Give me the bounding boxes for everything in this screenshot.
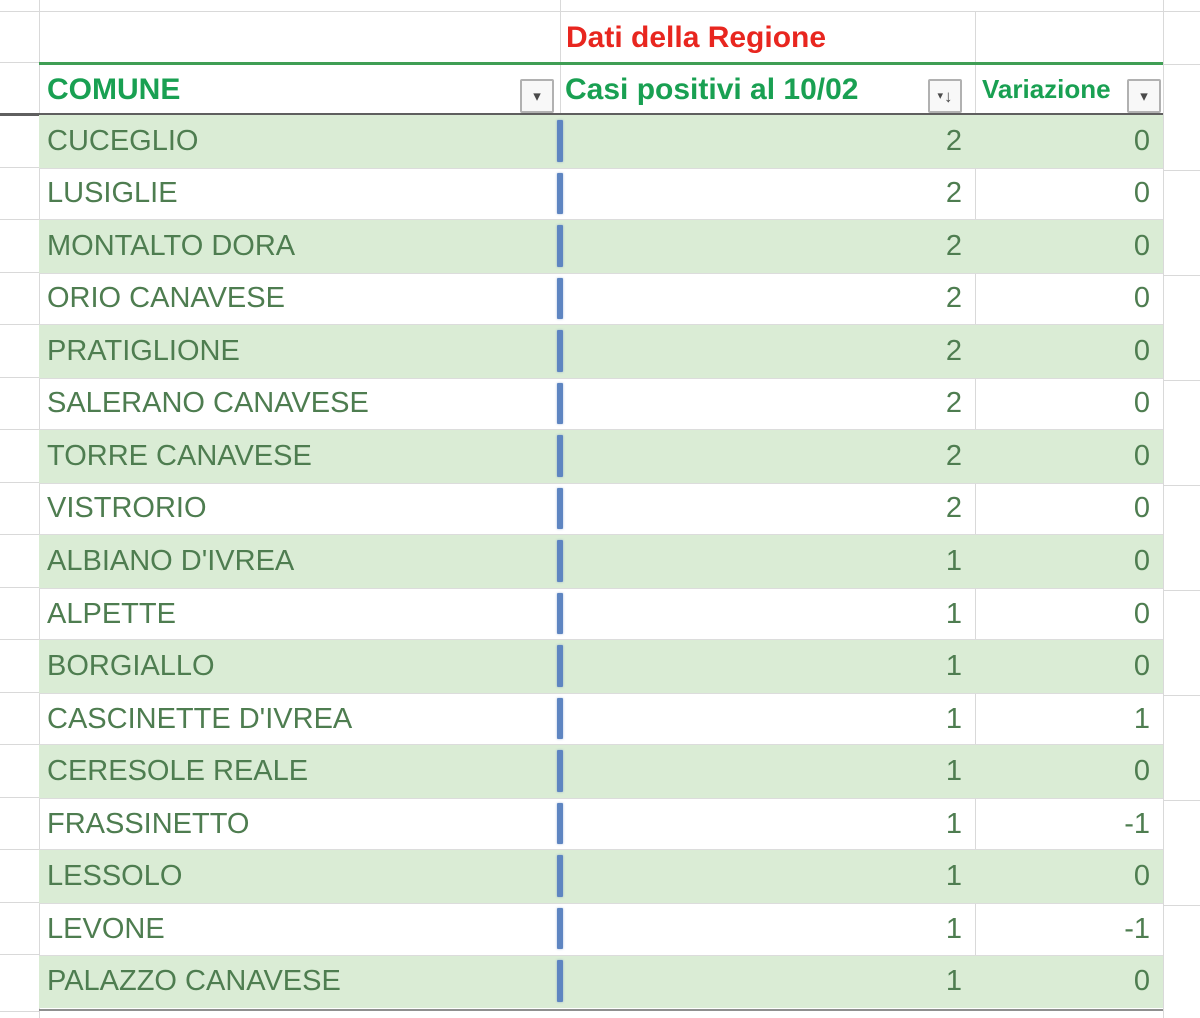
gridline <box>0 482 39 483</box>
cell-variazione[interactable]: -1 <box>1124 807 1150 840</box>
cell-comune[interactable]: LUSIGLIE <box>47 177 178 210</box>
casi-sort-filter-button[interactable] <box>928 79 962 113</box>
cell-comune[interactable]: FRASSINETTO <box>47 807 250 840</box>
gridline <box>0 324 39 325</box>
cell-comune[interactable]: ALBIANO D'IVREA <box>47 545 295 578</box>
header-casi-positivi-label: Casi positivi al 10/02 <box>565 73 859 106</box>
dropdown-arrow-icon: ▾ <box>937 89 944 102</box>
cell-variazione[interactable]: 0 <box>1133 650 1150 683</box>
page-break-dash <box>557 120 563 162</box>
cell-variazione[interactable]: 0 <box>1133 229 1150 262</box>
cell-variazione[interactable]: 0 <box>1133 282 1150 315</box>
cell-comune[interactable]: CASCINETTE D'IVREA <box>47 702 353 735</box>
cell-casi-positivi[interactable]: 2 <box>945 177 962 210</box>
table-row <box>39 693 1163 746</box>
page-break-dash <box>557 803 563 845</box>
cell-comune[interactable]: LESSOLO <box>47 860 183 893</box>
cell-casi-positivi[interactable]: 2 <box>945 334 962 367</box>
cell-casi-positivi[interactable]: 2 <box>945 492 962 525</box>
gridline <box>1163 485 1200 486</box>
gridline <box>0 692 39 693</box>
region-title-cell[interactable] <box>560 11 975 62</box>
page-break-dash <box>557 593 563 635</box>
cell-variazione[interactable]: 0 <box>1133 545 1150 578</box>
page-break-dash <box>557 278 563 320</box>
table-row <box>39 903 1163 956</box>
cell-casi-positivi[interactable]: 2 <box>945 387 962 420</box>
page-break-dash <box>557 908 563 950</box>
gridline <box>0 219 39 220</box>
gridline <box>0 587 39 588</box>
header-casi-positivi[interactable] <box>565 62 858 113</box>
gridline <box>0 744 39 745</box>
cell-variazione[interactable]: 0 <box>1133 860 1150 893</box>
table-row <box>39 640 1163 693</box>
page-break-dash <box>557 750 563 792</box>
gridline <box>1163 380 1200 381</box>
gridline <box>0 954 39 955</box>
cell-variazione[interactable]: 0 <box>1133 492 1150 525</box>
cell-comune[interactable]: ALPETTE <box>47 597 176 630</box>
gridline <box>0 272 39 273</box>
page-break-dash <box>557 330 563 372</box>
page-break-dash <box>557 383 563 425</box>
page-break-dash <box>557 225 563 267</box>
gridline <box>1163 800 1200 801</box>
dropdown-arrow-icon: ▾ <box>533 87 541 105</box>
table-row <box>39 430 1163 483</box>
cell-casi-positivi[interactable]: 1 <box>945 860 962 893</box>
gridline <box>0 849 39 850</box>
table-body <box>39 115 1163 1008</box>
sort-descending-icon: ↓ <box>944 86 953 106</box>
cell-variazione[interactable]: 0 <box>1133 965 1150 998</box>
gridline <box>1163 275 1200 276</box>
page-break-dash <box>557 698 563 740</box>
cell-comune[interactable]: SALERANO CANAVESE <box>47 387 369 420</box>
region-title: Dati della Regione <box>566 21 827 54</box>
header-comune-label: COMUNE <box>47 73 181 106</box>
cell-casi-positivi[interactable]: 1 <box>945 965 962 998</box>
header-variazione-label: Variazione <box>982 74 1111 104</box>
gridline <box>1163 64 1200 65</box>
cell-comune[interactable]: TORRE CANAVESE <box>47 439 312 472</box>
gridline <box>1163 170 1200 171</box>
table-row <box>39 115 1163 168</box>
gridline <box>0 534 39 535</box>
cell-comune[interactable]: MONTALTO DORA <box>47 229 296 262</box>
table-row <box>39 378 1163 431</box>
cell-variazione[interactable]: 0 <box>1133 755 1150 788</box>
cell-variazione[interactable]: 0 <box>1133 597 1150 630</box>
table-row <box>39 588 1163 641</box>
gridline <box>0 902 39 903</box>
gridline <box>0 62 39 63</box>
page-break-dash <box>557 645 563 687</box>
cell-comune[interactable]: BORGIALLO <box>47 650 215 683</box>
table-row <box>39 483 1163 536</box>
page-break-dash <box>557 488 563 530</box>
cell-variazione[interactable]: 0 <box>1133 387 1150 420</box>
variazione-filter-button[interactable] <box>1127 79 1161 113</box>
cell-comune[interactable]: VISTRORIO <box>47 492 207 525</box>
header-variazione[interactable] <box>982 62 1111 113</box>
gridline <box>0 797 39 798</box>
cell-casi-positivi[interactable]: 2 <box>945 439 962 472</box>
cell-comune[interactable]: PALAZZO CANAVESE <box>47 965 341 998</box>
cell-casi-positivi[interactable]: 2 <box>945 124 962 157</box>
gridline <box>1163 0 1164 1018</box>
cell-variazione[interactable]: 1 <box>1133 702 1150 735</box>
table-row <box>39 168 1163 221</box>
cell-casi-positivi[interactable]: 1 <box>945 650 962 683</box>
comune-filter-button[interactable] <box>520 79 554 113</box>
table-row <box>39 956 1163 1009</box>
cell-comune[interactable]: LEVONE <box>47 912 165 945</box>
gridline <box>0 167 39 168</box>
gridline <box>39 1009 1163 1011</box>
gridline <box>1163 590 1200 591</box>
cell-casi-positivi[interactable]: 1 <box>945 807 962 840</box>
cell-variazione[interactable]: 0 <box>1133 439 1150 472</box>
dropdown-arrow-icon: ▾ <box>1140 87 1148 105</box>
table-row <box>39 798 1163 851</box>
cell-variazione[interactable]: 0 <box>1133 124 1150 157</box>
cell-casi-positivi[interactable]: 1 <box>945 545 962 578</box>
table-row <box>39 850 1163 903</box>
page-break-dash <box>557 173 563 215</box>
page-break-dash <box>557 435 563 477</box>
gridline <box>0 639 39 640</box>
table-row <box>39 745 1163 798</box>
gridline <box>0 429 39 430</box>
header-comune[interactable] <box>47 62 180 113</box>
cell-comune[interactable]: CERESOLE REALE <box>47 755 309 788</box>
cell-variazione[interactable]: 0 <box>1133 334 1150 367</box>
page-break-dash <box>557 960 563 1002</box>
table-row <box>39 273 1163 326</box>
cell-casi-positivi[interactable]: 2 <box>945 282 962 315</box>
cell-variazione[interactable]: -1 <box>1124 912 1150 945</box>
table-row <box>39 220 1163 273</box>
gridline <box>0 377 39 378</box>
cell-variazione[interactable]: 0 <box>1133 177 1150 210</box>
cell-casi-positivi[interactable]: 1 <box>945 597 962 630</box>
cell-casi-positivi[interactable]: 1 <box>945 912 962 945</box>
cell-casi-positivi[interactable]: 1 <box>945 702 962 735</box>
cell-casi-positivi[interactable]: 2 <box>945 229 962 262</box>
cell-comune[interactable]: PRATIGLIONE <box>47 334 240 367</box>
cell-comune[interactable]: CUCEGLIO <box>47 124 199 157</box>
gridline <box>1163 905 1200 906</box>
cell-casi-positivi[interactable]: 1 <box>945 755 962 788</box>
cell-comune[interactable]: ORIO CANAVESE <box>47 282 285 315</box>
page-break-dash <box>557 540 563 582</box>
table-row <box>39 325 1163 378</box>
table-row <box>39 535 1163 588</box>
page-break-dash <box>557 855 563 897</box>
gridline <box>0 1011 39 1012</box>
gridline <box>1163 695 1200 696</box>
